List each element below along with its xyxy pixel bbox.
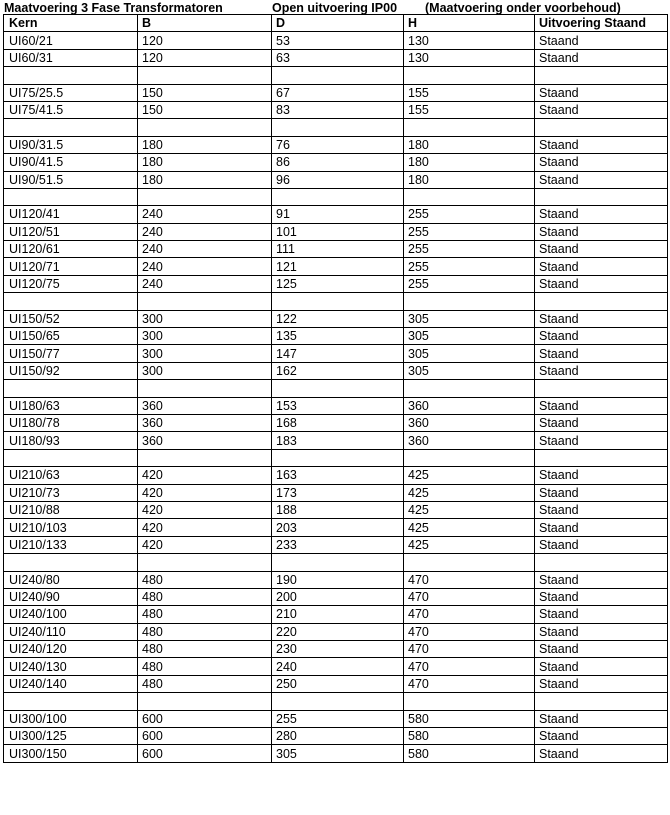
cell-b: 300 (138, 310, 272, 327)
cell-uitvoering: Staand (535, 32, 668, 49)
cell-uitvoering: Staand (535, 328, 668, 345)
cell-b: 480 (138, 588, 272, 605)
table-row (4, 641, 668, 658)
cell-h: 305 (404, 310, 535, 327)
column-header-kern: Kern (4, 15, 138, 32)
cell-h: 470 (404, 588, 535, 605)
cell-uitvoering (535, 693, 668, 710)
cell-b: 420 (138, 484, 272, 501)
cell-b (138, 380, 272, 397)
cell-kern: UI240/140 (4, 675, 138, 692)
cell-d: 240 (272, 658, 404, 675)
cell-kern: UI210/103 (4, 519, 138, 536)
cell-b: 240 (138, 258, 272, 275)
cell-d: 162 (272, 362, 404, 379)
cell-h: 180 (404, 154, 535, 171)
cell-h: 360 (404, 432, 535, 449)
cell-h: 180 (404, 171, 535, 188)
table-row (4, 728, 668, 745)
cell-b: 240 (138, 206, 272, 223)
table-row (4, 32, 668, 49)
cell-kern: UI90/31.5 (4, 136, 138, 153)
table-row (4, 84, 668, 101)
table-row (4, 397, 668, 414)
dimensions-table (3, 14, 668, 763)
cell-h: 305 (404, 362, 535, 379)
cell-uitvoering: Staand (535, 101, 668, 118)
cell-b: 240 (138, 241, 272, 258)
table-row (4, 588, 668, 605)
cell-kern (4, 554, 138, 571)
table-row (4, 171, 668, 188)
table-header-row (4, 15, 668, 32)
cell-h: 425 (404, 484, 535, 501)
cell-uitvoering: Staand (535, 571, 668, 588)
cell-uitvoering: Staand (535, 501, 668, 518)
cell-b: 480 (138, 606, 272, 623)
cell-b (138, 188, 272, 205)
cell-d: 220 (272, 623, 404, 640)
cell-h (404, 188, 535, 205)
cell-kern: UI75/41.5 (4, 101, 138, 118)
cell-kern (4, 119, 138, 136)
cell-uitvoering: Staand (535, 675, 668, 692)
cell-uitvoering: Staand (535, 623, 668, 640)
cell-h: 580 (404, 710, 535, 727)
cell-d: 305 (272, 745, 404, 762)
cell-kern: UI180/63 (4, 397, 138, 414)
cell-h: 255 (404, 223, 535, 240)
cell-b: 480 (138, 623, 272, 640)
cell-uitvoering (535, 380, 668, 397)
cell-h: 470 (404, 675, 535, 692)
cell-b: 300 (138, 362, 272, 379)
cell-uitvoering: Staand (535, 362, 668, 379)
cell-b: 420 (138, 536, 272, 553)
cell-uitvoering: Staand (535, 49, 668, 66)
cell-uitvoering: Staand (535, 728, 668, 745)
cell-h: 470 (404, 641, 535, 658)
cell-d: 230 (272, 641, 404, 658)
column-header-b: B (138, 15, 272, 32)
cell-b: 420 (138, 467, 272, 484)
cell-h: 425 (404, 467, 535, 484)
cell-d: 122 (272, 310, 404, 327)
table-row (4, 241, 668, 258)
cell-kern (4, 293, 138, 310)
cell-uitvoering: Staand (535, 519, 668, 536)
cell-b: 420 (138, 501, 272, 518)
cell-b: 480 (138, 571, 272, 588)
table-row (4, 675, 668, 692)
table-row (4, 188, 668, 205)
cell-b: 600 (138, 710, 272, 727)
cell-b: 480 (138, 641, 272, 658)
cell-d: 255 (272, 710, 404, 727)
cell-b: 180 (138, 154, 272, 171)
cell-kern: UI90/51.5 (4, 171, 138, 188)
cell-d: 101 (272, 223, 404, 240)
cell-uitvoering (535, 67, 668, 84)
cell-uitvoering: Staand (535, 275, 668, 292)
cell-d: 183 (272, 432, 404, 449)
cell-d: 203 (272, 519, 404, 536)
table-row (4, 380, 668, 397)
cell-uitvoering: Staand (535, 484, 668, 501)
cell-d: 233 (272, 536, 404, 553)
table-row (4, 67, 668, 84)
cell-h: 580 (404, 728, 535, 745)
cell-uitvoering (535, 188, 668, 205)
cell-d: 190 (272, 571, 404, 588)
cell-uitvoering: Staand (535, 710, 668, 727)
cell-kern: UI120/71 (4, 258, 138, 275)
table-row (4, 571, 668, 588)
table-row (4, 449, 668, 466)
column-header-h: H (404, 15, 535, 32)
cell-b: 360 (138, 397, 272, 414)
cell-d (272, 554, 404, 571)
cell-b (138, 554, 272, 571)
cell-b (138, 67, 272, 84)
table-row (4, 554, 668, 571)
cell-kern: UI240/110 (4, 623, 138, 640)
table-row (4, 154, 668, 171)
cell-d (272, 188, 404, 205)
cell-d: 125 (272, 275, 404, 292)
cell-b: 480 (138, 658, 272, 675)
cell-b: 150 (138, 101, 272, 118)
cell-b: 480 (138, 675, 272, 692)
cell-kern: UI240/80 (4, 571, 138, 588)
cell-h: 470 (404, 658, 535, 675)
cell-h: 360 (404, 397, 535, 414)
cell-d: 96 (272, 171, 404, 188)
cell-kern: UI150/52 (4, 310, 138, 327)
cell-b: 420 (138, 519, 272, 536)
cell-h: 360 (404, 414, 535, 431)
cell-h: 425 (404, 501, 535, 518)
cell-kern (4, 693, 138, 710)
table-row (4, 328, 668, 345)
cell-b (138, 293, 272, 310)
cell-h (404, 380, 535, 397)
table-row (4, 745, 668, 762)
cell-uitvoering: Staand (535, 310, 668, 327)
cell-kern: UI120/51 (4, 223, 138, 240)
cell-uitvoering: Staand (535, 658, 668, 675)
table-row (4, 258, 668, 275)
cell-h: 255 (404, 241, 535, 258)
cell-d: 153 (272, 397, 404, 414)
cell-d: 91 (272, 206, 404, 223)
cell-kern: UI180/78 (4, 414, 138, 431)
cell-d: 210 (272, 606, 404, 623)
cell-d (272, 119, 404, 136)
cell-kern: UI210/73 (4, 484, 138, 501)
cell-uitvoering: Staand (535, 397, 668, 414)
cell-uitvoering: Staand (535, 641, 668, 658)
table-row (4, 119, 668, 136)
cell-b: 240 (138, 223, 272, 240)
table-row (4, 606, 668, 623)
cell-kern: UI300/150 (4, 745, 138, 762)
table-row (4, 362, 668, 379)
cell-h: 305 (404, 328, 535, 345)
cell-b: 180 (138, 136, 272, 153)
cell-h: 470 (404, 606, 535, 623)
cell-uitvoering: Staand (535, 432, 668, 449)
table-row (4, 206, 668, 223)
cell-b (138, 693, 272, 710)
cell-kern: UI240/130 (4, 658, 138, 675)
table-row (4, 414, 668, 431)
table-row (4, 658, 668, 675)
cell-b: 600 (138, 728, 272, 745)
table-row (4, 710, 668, 727)
table-row (4, 293, 668, 310)
table-row (4, 310, 668, 327)
cell-kern: UI90/41.5 (4, 154, 138, 171)
cell-h: 470 (404, 623, 535, 640)
cell-h: 305 (404, 345, 535, 362)
column-header-uitvoering: Uitvoering Staand (535, 15, 668, 32)
cell-h: 155 (404, 84, 535, 101)
cell-kern (4, 67, 138, 84)
table-row (4, 501, 668, 518)
cell-kern: UI60/21 (4, 32, 138, 49)
cell-kern: UI300/125 (4, 728, 138, 745)
cell-d: 168 (272, 414, 404, 431)
table-row (4, 519, 668, 536)
cell-kern: UI210/63 (4, 467, 138, 484)
cell-d: 76 (272, 136, 404, 153)
cell-kern: UI120/41 (4, 206, 138, 223)
cell-d (272, 293, 404, 310)
cell-h (404, 293, 535, 310)
cell-kern (4, 449, 138, 466)
cell-h: 155 (404, 101, 535, 118)
cell-d: 83 (272, 101, 404, 118)
cell-d (272, 449, 404, 466)
cell-h: 425 (404, 519, 535, 536)
cell-kern: UI75/25.5 (4, 84, 138, 101)
cell-d (272, 693, 404, 710)
document-title: Maatvoering 3 Fase Transformatoren (4, 1, 223, 15)
cell-kern: UI300/100 (4, 710, 138, 727)
cell-kern: UI120/61 (4, 241, 138, 258)
cell-b: 240 (138, 275, 272, 292)
cell-h (404, 67, 535, 84)
cell-kern: UI240/120 (4, 641, 138, 658)
table-row (4, 101, 668, 118)
cell-d: 147 (272, 345, 404, 362)
cell-b: 360 (138, 414, 272, 431)
cell-kern: UI240/90 (4, 588, 138, 605)
cell-uitvoering: Staand (535, 154, 668, 171)
cell-uitvoering: Staand (535, 171, 668, 188)
cell-uitvoering (535, 554, 668, 571)
cell-kern: UI210/133 (4, 536, 138, 553)
cell-h: 470 (404, 571, 535, 588)
cell-b: 180 (138, 171, 272, 188)
cell-d: 121 (272, 258, 404, 275)
table-row (4, 345, 668, 362)
cell-b: 600 (138, 745, 272, 762)
cell-kern: UI240/100 (4, 606, 138, 623)
table-row (4, 467, 668, 484)
disclaimer-note: (Maatvoering onder voorbehoud) (425, 1, 621, 15)
cell-kern: UI150/92 (4, 362, 138, 379)
cell-kern: UI150/65 (4, 328, 138, 345)
table-row (4, 49, 668, 66)
cell-uitvoering: Staand (535, 206, 668, 223)
cell-uitvoering: Staand (535, 467, 668, 484)
cell-b (138, 449, 272, 466)
cell-b: 300 (138, 345, 272, 362)
cell-d: 86 (272, 154, 404, 171)
cell-d: 200 (272, 588, 404, 605)
cell-kern: UI120/75 (4, 275, 138, 292)
cell-kern: UI210/88 (4, 501, 138, 518)
cell-kern: UI60/31 (4, 49, 138, 66)
cell-h: 180 (404, 136, 535, 153)
cell-uitvoering: Staand (535, 136, 668, 153)
cell-uitvoering: Staand (535, 345, 668, 362)
cell-h: 130 (404, 32, 535, 49)
cell-uitvoering: Staand (535, 258, 668, 275)
table-body (4, 32, 668, 762)
cell-d: 163 (272, 467, 404, 484)
table-row (4, 693, 668, 710)
table-row (4, 432, 668, 449)
cell-d: 135 (272, 328, 404, 345)
table-row (4, 136, 668, 153)
cell-uitvoering (535, 449, 668, 466)
cell-kern: UI180/93 (4, 432, 138, 449)
cell-b: 300 (138, 328, 272, 345)
cell-h: 255 (404, 275, 535, 292)
cell-uitvoering: Staand (535, 588, 668, 605)
cell-b: 120 (138, 49, 272, 66)
cell-d: 63 (272, 49, 404, 66)
table-row (4, 484, 668, 501)
table-row (4, 275, 668, 292)
cell-d: 53 (272, 32, 404, 49)
cell-uitvoering (535, 293, 668, 310)
cell-h: 255 (404, 258, 535, 275)
cell-b (138, 119, 272, 136)
cell-kern (4, 380, 138, 397)
table-row (4, 223, 668, 240)
cell-uitvoering (535, 119, 668, 136)
cell-d: 250 (272, 675, 404, 692)
cell-b: 120 (138, 32, 272, 49)
cell-uitvoering: Staand (535, 414, 668, 431)
cell-b: 360 (138, 432, 272, 449)
cell-d: 111 (272, 241, 404, 258)
cell-h (404, 693, 535, 710)
cell-uitvoering: Staand (535, 241, 668, 258)
table-row (4, 536, 668, 553)
cell-h: 130 (404, 49, 535, 66)
cell-d (272, 380, 404, 397)
cell-h (404, 449, 535, 466)
cell-uitvoering: Staand (535, 84, 668, 101)
execution-label: Open uitvoering IP00 (272, 1, 398, 15)
cell-uitvoering: Staand (535, 606, 668, 623)
cell-h: 255 (404, 206, 535, 223)
cell-h (404, 119, 535, 136)
cell-kern: UI150/77 (4, 345, 138, 362)
cell-d (272, 67, 404, 84)
cell-kern (4, 188, 138, 205)
column-header-d: D (272, 15, 404, 32)
cell-d: 173 (272, 484, 404, 501)
cell-d: 280 (272, 728, 404, 745)
cell-uitvoering: Staand (535, 745, 668, 762)
cell-d: 188 (272, 501, 404, 518)
table-row (4, 623, 668, 640)
cell-uitvoering: Staand (535, 536, 668, 553)
cell-h: 425 (404, 536, 535, 553)
cell-h (404, 554, 535, 571)
cell-b: 150 (138, 84, 272, 101)
cell-h: 580 (404, 745, 535, 762)
cell-d: 67 (272, 84, 404, 101)
cell-uitvoering: Staand (535, 223, 668, 240)
